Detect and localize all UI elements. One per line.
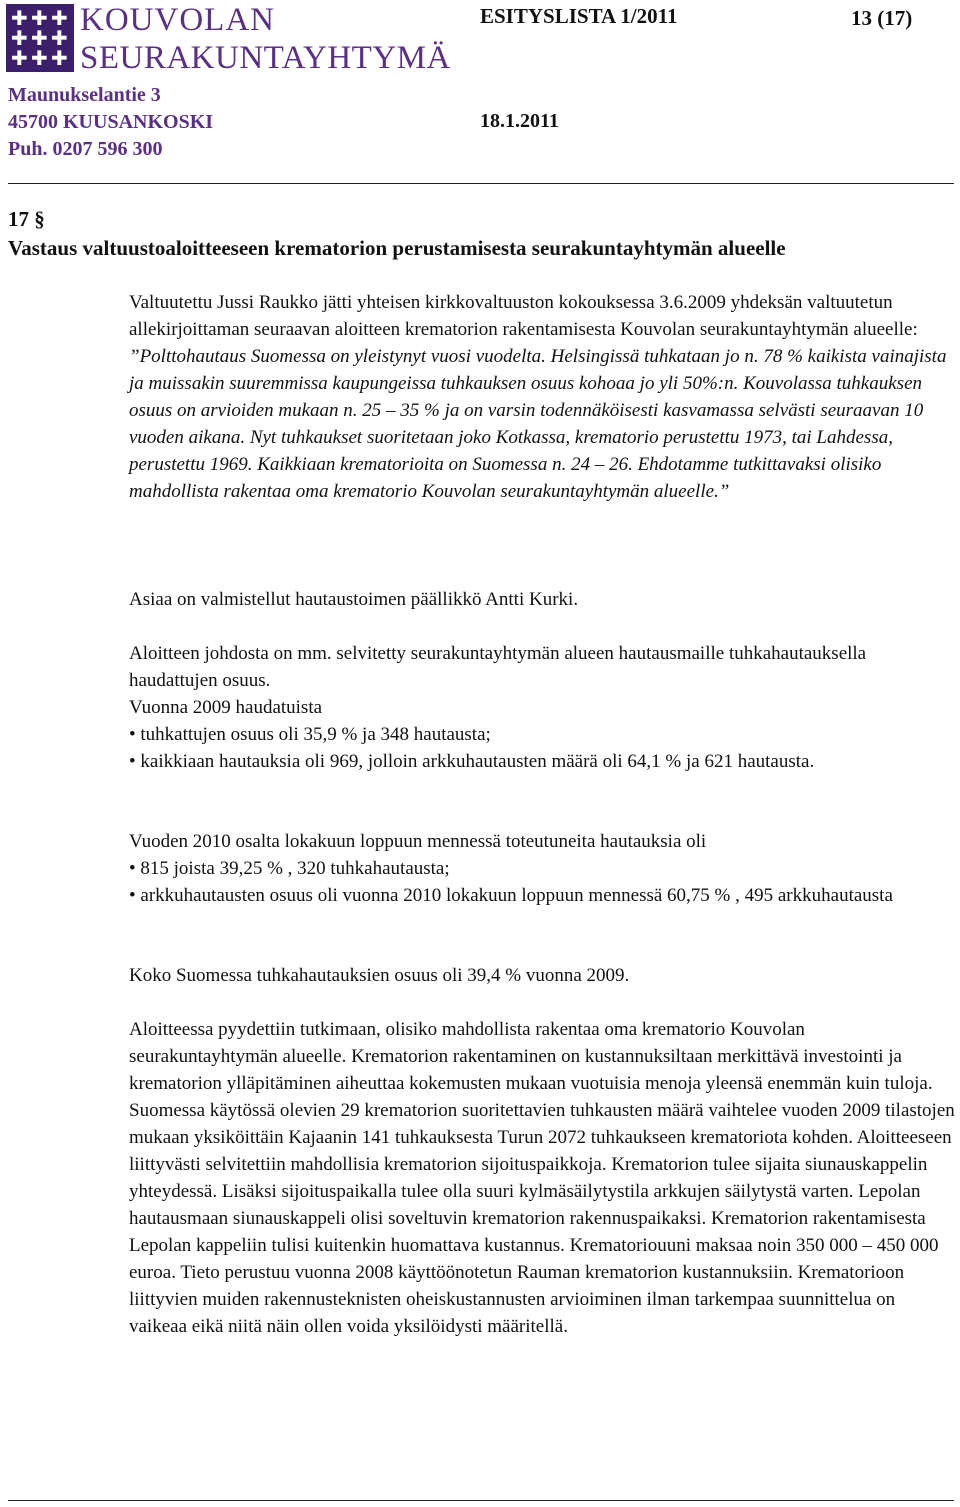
prepared-by bbox=[129, 586, 955, 613]
cross-icon: ✚ bbox=[31, 6, 48, 30]
list-item: • arkkuhautausten osuus oli vuonna 2010 lokakuun loppuun mennessä 60,75 % , 495 arkkuhautausta bbox=[129, 885, 893, 906]
document-title: ESITYSLISTA 1/2011 bbox=[480, 4, 678, 28]
year-2010-heading: Vuoden 2010 osalta lokakuun loppuun mennessä toteutuneita hautauksia oli bbox=[129, 831, 707, 852]
cross-icon: ✚ bbox=[31, 26, 48, 50]
cross-icon: ✚ bbox=[31, 46, 48, 70]
list-item: • kaikkiaan hautauksia oli 969, jolloin arkkuhautausten määrä oli 64,1 % ja 621 hautausta. bbox=[129, 751, 815, 772]
page-number: 13 (17) bbox=[851, 6, 913, 30]
church-crosses-logo-icon bbox=[6, 4, 74, 72]
list-item: • tuhkattujen osuus oli 35,9 % ja 348 hautausta; bbox=[129, 724, 491, 745]
cross-icon: ✚ bbox=[51, 26, 68, 50]
statistics-2010 bbox=[129, 828, 955, 909]
section-title: Vastaus valtuustoaloitteeseen krematorion perustamisesta seurakuntayhtymän alueelle bbox=[8, 236, 786, 260]
finland-statistic bbox=[129, 962, 955, 989]
cross-icon: ✚ bbox=[51, 46, 68, 70]
year-2009-heading: Vuonna 2009 haudatuista bbox=[129, 697, 323, 718]
document-date: 18.1.2011 bbox=[480, 110, 559, 132]
footer-divider bbox=[8, 1500, 954, 1501]
statistics-2009 bbox=[129, 640, 955, 775]
cross-icon: ✚ bbox=[11, 6, 28, 30]
intro-paragraph: Valtuutettu Jussi Raukko jätti yhteisen kirkkovaltuuston kokouksessa 3.6.2009 yhdeksän valtuutetun allekirjoittaman seuraavan aloitteen krematorion rakentamisesta Kouvolan seurakuntayhtymän alueelle: bbox=[129, 292, 918, 340]
body-text bbox=[129, 289, 955, 505]
org-name-line2: SEURAKUNTAYHTYMÄ bbox=[80, 40, 451, 76]
conclusion-paragraph: Aloitteessa pyydettiin tutkimaan, olisiko mahdollista rakentaa oma krematorio Kouvolan seurakuntayhtymän alueelle. Krematorion rakentaminen on kustannuksiltaan merkittävä investointi ja krematorion ylläpitäminen aiheuttaa kokemusten mukaan vuotuisia menoja yleensä enemmän kuin tuloja. Suomessa käytössä olevien 29 krematorion suoritettavien tuhkausten määrä vaihtelee vuoden 2009 tilastojen mukaan yksiköittäin Kajaanin 141 tuhkauksesta Turun 2072 tuhkaukseen krematoriota kohden. Aloitteeseen liittyvästi selvitettiin mahdollisia krematorion sijoituspaikkoja. Krematorion tulee sijaita siunauskappelin yhteydessä. Lisäksi sijoituspaikalla tulee olla suuri kylmäsäilytystila arkkujen säilytystä varten. Lepolan hautausmaan siunauskappeli olisi soveltuvin krematorion rakennuspaikaksi. Krematorion rakentamisesta Lepolan kappeliin tulisi kuitenkin huomattava kustannus. Krematoriouuni maksaa noin 350 000 – 450 000 euroa. Tieto perustuu vuonna 2008 käyttöönotetun Rauman krematorion kustannuksiin. Krematorioon liittyvien muiden rakennusteknisten oheiskustannusten arvioiminen ilman tarkempaa suunnittelua on vaikeaa eikä niitä näin ollen voida yksilöidysti määritellä. bbox=[129, 1019, 955, 1337]
list-item: • 815 joista 39,25 % , 320 tuhkahautausta; bbox=[129, 858, 450, 879]
address-city: 45700 KUUSANKOSKI bbox=[8, 111, 214, 133]
section-number: 17 § bbox=[8, 207, 45, 231]
finland-paragraph: Koko Suomessa tuhkahautauksien osuus oli 39,4 % vuonna 2009. bbox=[129, 965, 630, 986]
clarified-paragraph: Aloitteen johdosta on mm. selvitetty seurakuntayhtymän alueen hautausmaille tuhkahautauksella haudattujen osuus. bbox=[129, 643, 867, 691]
cross-icon: ✚ bbox=[51, 6, 68, 30]
cross-icon: ✚ bbox=[11, 26, 28, 50]
address-street: Maunukselantie 3 bbox=[8, 84, 161, 106]
phone-number: Puh. 0207 596 300 bbox=[8, 138, 163, 160]
conclusion bbox=[129, 1016, 955, 1340]
quoted-initiative: ”Polttohautaus Suomessa on yleistynyt vuosi vuodelta. Helsingissä tuhkataan jo n. 78 % kaikista vainajista ja muissakin suuremmissa kaupungeissa tuhkauksen osuus kohoaa jo yli 50%:n. Kouvolassa tuhkauksen osuus on arvioiden mukaan n. 25 – 35 % ja on varsin todennäköisesti kasvamassa selvästi seuraavan 10 vuoden aikana. Nyt tuhkaukset suoritetaan joko Kotkassa, krematorio perustettu 1973, tai Lahdessa, perustettu 1969. Kaikkiaan krematorioita on Suomessa n. 24 – 26. Ehdotamme tutkittavaksi olisiko mahdollista rakentaa oma krematorio Kouvolan seurakuntayhtymän alueelle.” bbox=[129, 346, 947, 502]
prepared-paragraph: Asiaa on valmistellut hautaustoimen päällikkö Antti Kurki. bbox=[129, 589, 579, 610]
org-name-line1: KOUVOLAN bbox=[80, 2, 275, 38]
header-divider bbox=[8, 183, 954, 184]
cross-icon: ✚ bbox=[11, 46, 28, 70]
